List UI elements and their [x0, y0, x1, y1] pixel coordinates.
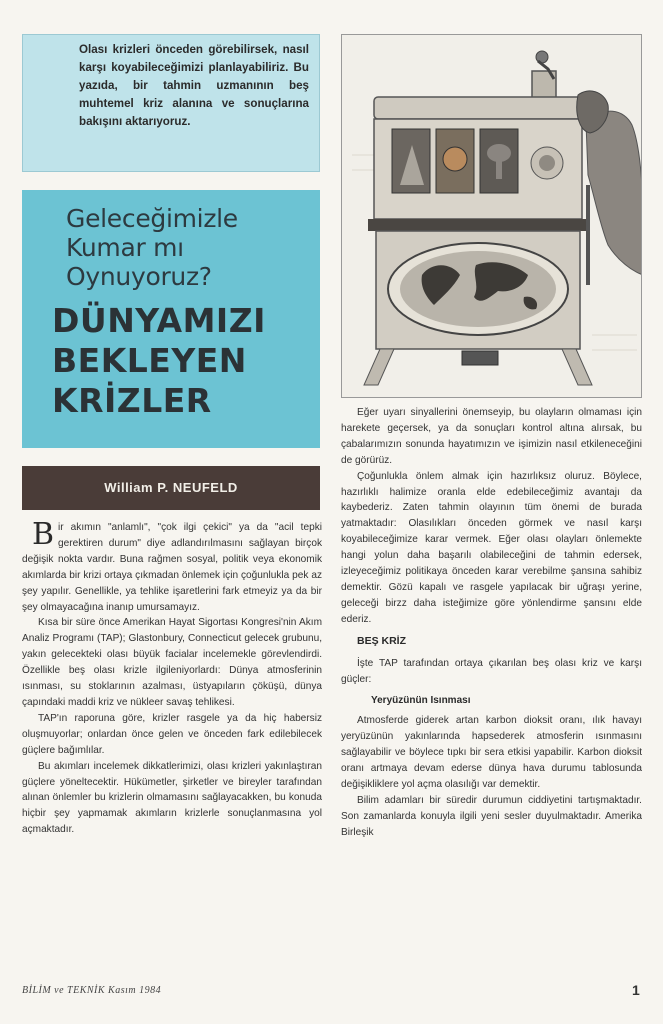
left-column-text — [22, 517, 322, 838]
paragraph: Eğer uyarı sinyallerini önemseyip, bu olayların olmaması için harekete geçersek, ya da sonuçları kontrol altına alırsak, bu çabalarımızın sonunda hayatımızın ve işimizin nasıl etkileneceğini de görürüz. — [341, 407, 642, 466]
paragraph: Kısa bir süre önce Amerikan Hayat Sigortası Kongresi'nin Akım Analiz Programı (TAP); Glastonbury, Connecticut gelecek grubunu, yakın gelecekteki olası büyük facialar incelemekle görevlendirdi. Özellikle beş olası krizle ilgileniyorlardı: Dünya atmosferinin ısınması, su stoklarının azalması, üstyapıların çöküşü, dünya çapındaki maddi kriz ve nükleer savaş tehlikesi. — [22, 617, 322, 708]
paragraph: İşte TAP tarafından ortaya çıkarılan beş olası kriz ve karşı güçler: — [341, 657, 642, 685]
dropcap: B — [32, 517, 55, 552]
paragraph: Bu akımları incelemek dikkatlerimizi, olası krizleri yakınlaştıran güçlere yöneltecektir. Hükümetler, şirketler ve bireyler tarafından alınan önlemler bu krizlerin olmamasını sağlayacakken, bu konuda hiçbir şey yapmamak akımların krizlerle sonuçlanmasına yol açmaktadır. — [22, 760, 322, 836]
paragraph: Bir akımın "anlamlı", "çok ilgi çekici" ya da "acil tepki gerektiren durum" diye adlandırılmasını sağlayan birçok değişik nokta vardır. Buna rağmen sosyal, politik veya ekonomik akımlarda bir krizi ortaya çıkmadan önlemek için çoğunlukla pek az şey yapılır. Genellikle, ya tehlike işaretlerini fark etmeyiz ya da bir şey olmayacağına inanıp umursamayız. — [22, 517, 322, 613]
paragraph: Atmosferde giderek artan karbon dioksit oranı, ılık havayı yeryüzünün yakınlarında hapsederek atmosferin ısınmasını sağlayabilir ve böylece tıpkı bir sera etkisi yapabilir. Karbon dioksit oranı artmaya devam ederse dünya hava durumu tablosunda değişikliklere yol açma olasılığı var demektir. — [341, 715, 642, 790]
right-column-text — [341, 405, 642, 841]
page-number: 1 — [632, 982, 640, 998]
title-question: Geleceğimizle Kumar mı Oynuyoruz? — [66, 204, 238, 291]
paragraph: Bilim adamları bir süredir durumun ciddiyetini tartışmaktadır. Son zamanlarda konuyla ilgili yeni sesler duyulmaktadır. Amerika Birleşik — [341, 794, 642, 838]
section-heading: BEŞ KRİZ — [357, 634, 407, 647]
journal-footer: BİLİM ve TEKNİK Kasım 1984 — [22, 985, 162, 996]
subheading: Yeryüzünün Isınması — [371, 695, 471, 707]
page-title: DÜNYAMIZI BEKLEYEN KRİZLER — [52, 301, 266, 420]
slot-machine-illustration — [341, 34, 642, 398]
paragraph: TAP'ın raporuna göre, krizler rasgele ya da hiç habersiz oluşmuyorlar; onlardan önce gelen ve önceden fark edilebilecek güçlere bağımlılar. — [22, 712, 322, 756]
slot-machine-icon — [342, 35, 642, 398]
intro-blurb: Olası krizleri önceden görebilirsek, nasıl karşı koyabileceğimizi planlayabiliriz. Bu yazıda, bir tahmin uzmanının beş muhtemel kriz alanına ve sonuçlarına bakışını aktarıyoruz. — [22, 34, 320, 172]
author-byline: William P. NEUFELD — [22, 466, 320, 510]
title-block — [22, 190, 320, 448]
paragraph: Çoğunlukla önlem almak için hazırlıksız oluruz. Böylece, hazırlıklı halimize oranla elde edebileceğimiz avantajı da kaybederiz. Zaten tahmin olayının tüm önemi de burada yatmaktadır: Olasılıkları önceden görmek ve nasıl karşı koyabileceğimize karar vermek. Eğer olası olayları önlemekte hangi yolun daha başarılı olabileceğini de tahmin edersek, izleyeceğimiz politikaya önceden karar verebilme şansına sahibiz demektir. Gözü kapalı ve rasgele yapılacak bir uğraşı yerine, geleceği birzz daha isteğimize göre yönlendirme şansını elde ederiz. — [341, 470, 642, 625]
